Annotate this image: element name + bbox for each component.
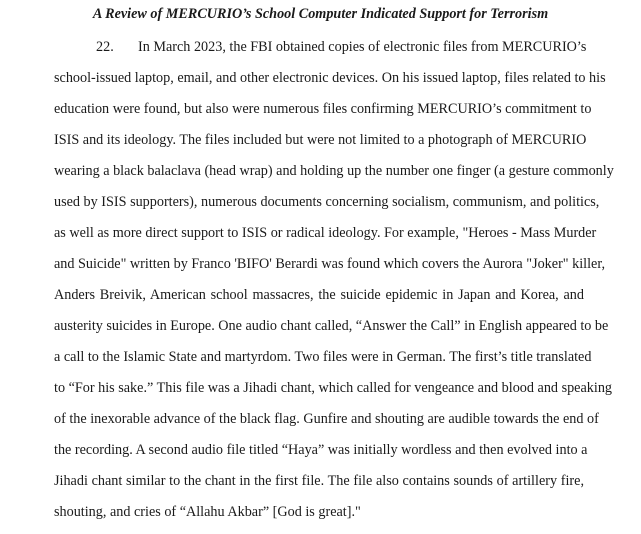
paragraph-line-4: ISIS and its ideology. The files included but were not limited to a photograph of MERCURIO <box>54 132 587 148</box>
paragraph-line-2: school-issued laptop, email, and other electronic devices. On his issued laptop, files related to his <box>54 70 606 86</box>
paragraph-line-11: a call to the Islamic State and martyrdom. Two files were in German. The first’s title translated <box>54 349 592 365</box>
paragraph-number-text: 22. <box>96 39 114 55</box>
paragraph-line-8: and Suicide" written by Franco 'BIFO' Berardi was found which covers the Aurora "Joker" killer, <box>54 256 606 272</box>
paragraph-line-6: used by ISIS supporters), numerous documents concerning socialism, communism, and politics, <box>54 194 600 210</box>
section-heading: A Review of MERCURIO’s School Computer Indicated Support for Terrorism <box>92 6 549 22</box>
paragraph-line-14: the recording. A second audio file titled “Haya” was initially wordless and then evolved into a <box>54 442 588 458</box>
paragraph-line-10: austerity suicides in Europe. One audio chant called, “Answer the Call” in English appeared to be <box>54 318 609 334</box>
paragraph-line-13: of the inexorable advance of the black flag. Gunfire and shouting are audible towards the end of <box>54 411 599 427</box>
paragraph-line-9: Anders Breivik, American school massacres, the suicide epidemic in Japan and Korea, and <box>54 287 584 303</box>
paragraph-line-7: as well as more direct support to ISIS or radical ideology. For example, "Heroes - Mass Murder <box>54 225 597 241</box>
paragraph-line-16: shouting, and cries of “Allahu Akbar” [God is great]." <box>54 504 361 520</box>
paragraph-line-12: to “For his sake.” This file was a Jihadi chant, which called for vengeance and blood and speaking <box>54 380 613 396</box>
paragraph-line-15: Jihadi chant similar to the chant in the first file. The file also contains sounds of artillery fire, <box>54 473 584 489</box>
paragraph-line-3: education were found, but also were numerous files confirming MERCURIO’s commitment to <box>54 101 592 117</box>
paragraph-line-5: wearing a black balaclava (head wrap) and holding up the number one finger (a gesture commonly <box>54 163 614 179</box>
paragraph-line-1: In March 2023, the FBI obtained copies of electronic files from MERCURIO’s <box>138 39 587 55</box>
